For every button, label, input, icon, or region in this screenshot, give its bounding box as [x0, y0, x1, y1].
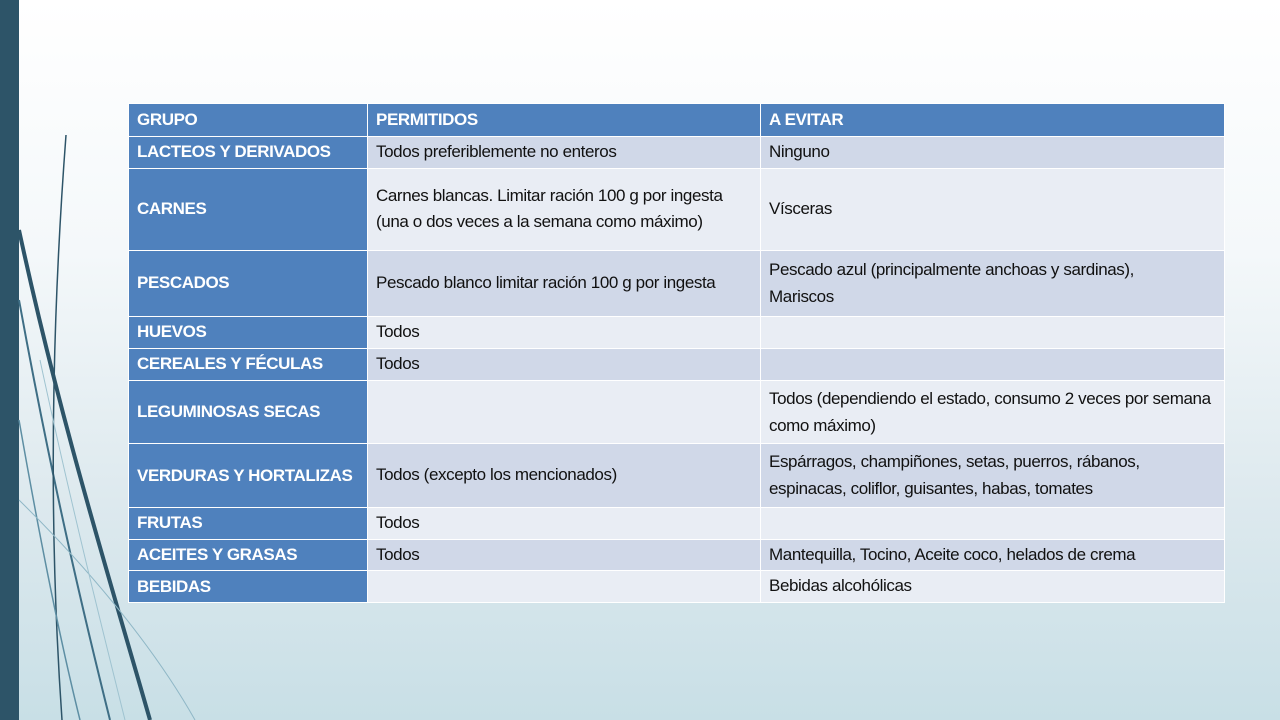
avoid-text: Espárragos, champiñones, setas, puerros, rábanos, espinacas, coliflor, guisantes, habas, tomates	[769, 452, 1140, 499]
avoid-cell	[761, 137, 1225, 169]
swoosh-line-4	[19, 420, 80, 720]
table-row	[129, 380, 1225, 443]
allowed-cell	[368, 250, 761, 316]
avoid-cell	[761, 380, 1225, 443]
group-cell: HUEVOS	[129, 316, 368, 348]
header-a-evitar: A EVITAR	[761, 104, 1225, 137]
allowed-cell	[368, 444, 761, 507]
food-groups-table	[128, 103, 1225, 603]
table-row	[129, 539, 1225, 571]
allowed-cell	[368, 348, 761, 380]
avoid-text: Mariscos	[769, 287, 834, 307]
avoid-cell	[761, 507, 1225, 539]
allowed-text: Todos	[376, 353, 420, 373]
table-row	[129, 250, 1225, 316]
group-cell: PESCADOS	[129, 250, 368, 316]
allowed-text: Pescado blanco limitar ración 100 g por ingesta	[376, 272, 716, 292]
table-header-row	[129, 104, 1225, 137]
allowed-cell	[368, 507, 761, 539]
avoid-cell	[761, 348, 1225, 380]
avoid-text: Vísceras	[769, 198, 832, 218]
table-row	[129, 507, 1225, 539]
avoid-cell	[761, 539, 1225, 571]
table-row	[129, 168, 1225, 250]
avoid-cell	[761, 250, 1225, 316]
group-cell: FRUTAS	[129, 507, 368, 539]
allowed-cell	[368, 380, 761, 443]
avoid-cell	[761, 571, 1225, 603]
avoid-cell	[761, 316, 1225, 348]
allowed-text: Todos (excepto los mencionados)	[376, 464, 617, 484]
avoid-text: Todos (dependiendo el estado, consumo 2 veces por semana como máximo)	[769, 388, 1211, 435]
avoid-cell	[761, 168, 1225, 250]
avoid-text: Ninguno	[769, 142, 830, 161]
header-grupo: GRUPO	[129, 104, 368, 137]
allowed-cell	[368, 316, 761, 348]
avoid-text: Mantequilla, Tocino, Aceite coco, helados de crema	[769, 544, 1136, 564]
table-row	[129, 316, 1225, 348]
allowed-cell	[368, 137, 761, 169]
table-row	[129, 137, 1225, 169]
group-cell: LEGUMINOSAS SECAS	[129, 380, 368, 443]
allowed-text: Todos	[376, 544, 420, 564]
table-row	[129, 348, 1225, 380]
group-cell: VERDURAS Y HORTALIZAS	[129, 444, 368, 507]
table-row	[129, 571, 1225, 603]
allowed-cell	[368, 571, 761, 603]
group-cell: LACTEOS Y DERIVADOS	[129, 137, 368, 169]
group-cell: ACEITES Y GRASAS	[129, 539, 368, 571]
avoid-text: Pescado azul (principalmente anchoas y sardinas),	[769, 260, 1134, 280]
swoosh-line-6	[40, 360, 125, 720]
table-row	[129, 444, 1225, 507]
allowed-text: Todos	[376, 512, 420, 532]
header-permitidos: PERMITIDOS	[368, 104, 761, 137]
group-cell: CEREALES Y FÉCULAS	[129, 348, 368, 380]
allowed-cell	[368, 539, 761, 571]
avoid-cell	[761, 444, 1225, 507]
group-cell: BEBIDAS	[129, 571, 368, 603]
allowed-text: Carnes blancas. Limitar ración 100 g por ingesta	[376, 185, 723, 205]
allowed-text: Todos preferiblemente no enteros	[376, 142, 617, 161]
allowed-text: (una o dos veces a la semana como máximo)	[376, 212, 703, 232]
group-cell: CARNES	[129, 168, 368, 250]
allowed-text: Todos	[376, 321, 420, 341]
allowed-cell	[368, 168, 761, 250]
avoid-text: Bebidas alcohólicas	[769, 576, 912, 596]
